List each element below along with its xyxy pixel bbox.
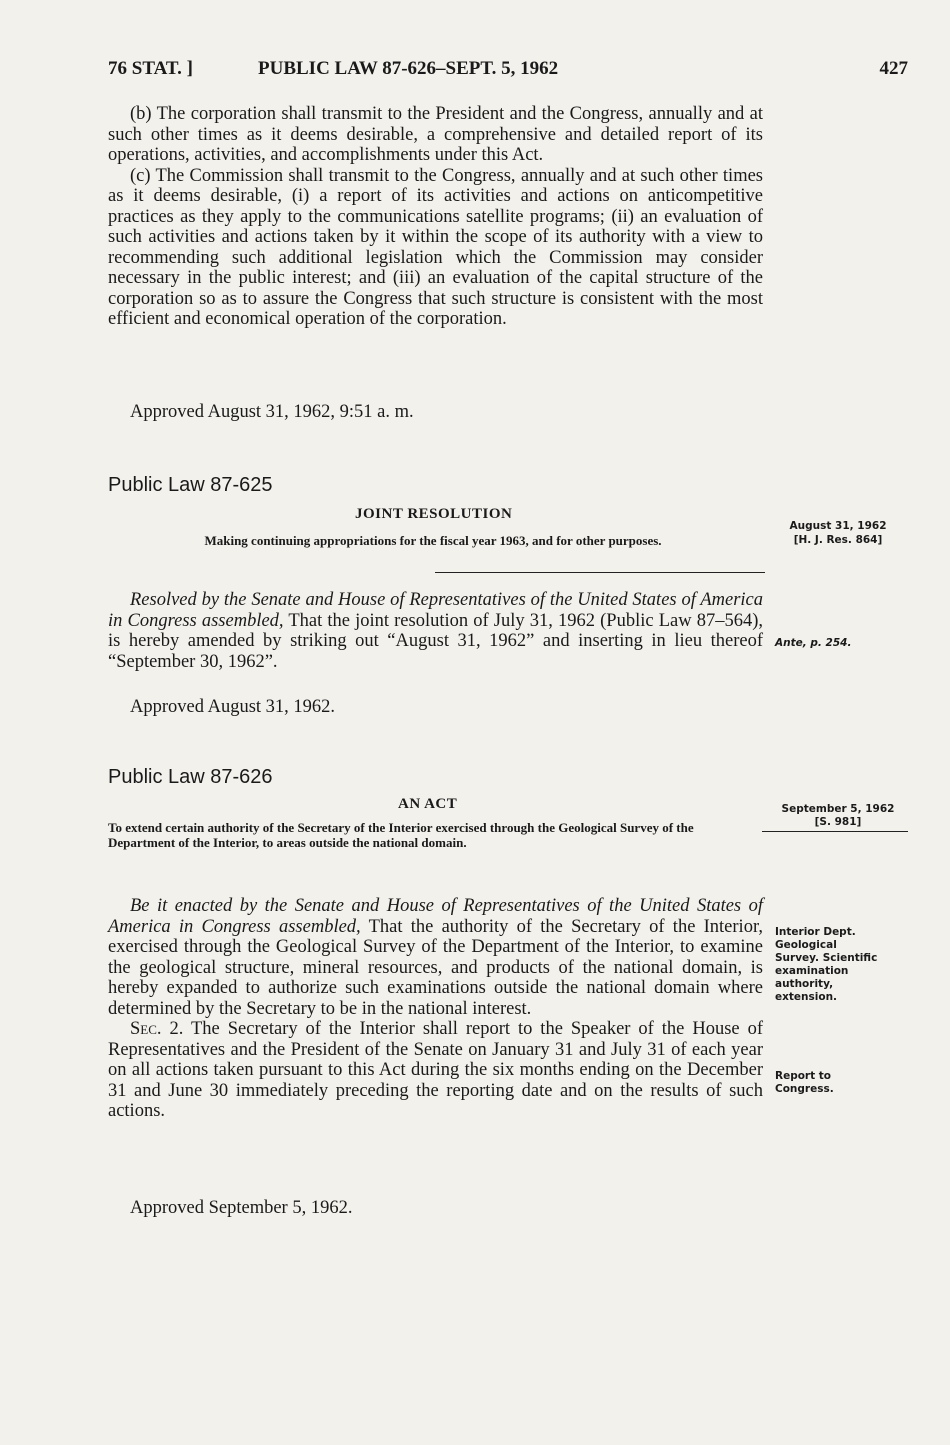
law-626-heading: AN ACT <box>398 796 458 812</box>
page-number: 427 <box>879 58 908 79</box>
approved-line-2: Approved August 31, 1962. <box>130 697 336 717</box>
law-625-enact-text: That the joint resolution of July 31, 1962 (Public Law 87–564), is hereby amended by striking out “August 31, 1962” and inserting in lieu thereof “September 30, 1962”. <box>108 610 763 672</box>
law-625-margin-ante: Ante, p. 254. <box>775 637 852 649</box>
law-626-margin-rule <box>762 831 908 832</box>
law-626-margin-note-2: Report to Congress. <box>775 1070 834 1095</box>
law-626-subtitle: To extend certain authority of the Secretary of the Interior exercised through the Geological Survey of the Department of the Interior, to areas outside the national domain. <box>108 820 694 850</box>
law-625-subtitle: Making continuing appropriations for the fiscal year 1963, and for other purposes. <box>204 533 662 548</box>
law-625-title: Public Law 87-625 <box>108 474 273 496</box>
law-626-enacting-clause: Be it enacted by the Senate and House of Representatives of the United States of America in Congress assembled, <box>108 896 763 937</box>
law-626-section-2 <box>108 1019 763 1122</box>
law-625-margin-ref: [H. J. Res. 864] <box>793 534 883 546</box>
law-625-rule <box>435 572 765 573</box>
section-2-text: The Secretary of the Interior shall report to the Speaker of the House of Representatives and the President of the Senate on January 31 and July 31 of each year on all actions taken pursuant to this Act during the six months ending on the December 31 and June 30 immediately preceding the reporting date and on the results of such actions. <box>108 1019 764 1121</box>
law-626-margin-note-1: Interior Dept. Geological Survey. Scientific examination authority, extension. <box>775 926 878 1003</box>
law-626-margin-ref: [S. 981] <box>814 816 862 828</box>
approved-line-3: Approved September 5, 1962. <box>130 1198 353 1218</box>
page-header <box>108 58 908 88</box>
section-2-label: Sec. 2. <box>130 1019 184 1039</box>
approved-line-1: Approved August 31, 1962, 9:51 a. m. <box>130 402 414 422</box>
law-625-heading: JOINT RESOLUTION <box>355 506 513 522</box>
previous-law-text <box>108 104 763 330</box>
statute-volume: 76 STAT. ] <box>108 58 193 79</box>
paragraph-c: (c) The Commission shall transmit to the Congress, annually and at such other times as it deems desirable, (i) a report of its activities and actions on anticompetitive practices as they apply to the communications satellite programs; (ii) an evaluation of such activities and actions taken by it within the scope of its authority with a view to recommending such additional legislation which the Commission may consider necessary in the public interest; and (iii) an evaluation of the capital structure of the corporation so as to assure the Congress that such structure is consistent with the most efficient and economical operation of the corporation. <box>108 165 763 329</box>
law-626-enact-text: That the authority of the Secretary of the Interior, exercised through the Geological Survey of the Department of the Interior, to examine the geological structure, mineral resources, and products of the national domain, is hereby expanded to authorize such examinations outside the national domain where determined by the Secretary to be in the national interest. <box>108 916 763 1019</box>
law-625-margin-date: August 31, 1962 <box>789 520 887 532</box>
law-625-enactment <box>108 590 763 672</box>
law-626-title: Public Law 87-626 <box>108 766 273 788</box>
law-625-enacting-clause: Resolved by the Senate and House of Representatives of the United States of America in Congress assembled, <box>108 590 763 631</box>
law-626-body <box>108 896 763 1122</box>
law-626-enactment <box>108 896 763 1019</box>
paragraph-b: (b) The corporation shall transmit to the President and the Congress, annually and at such other times as it deems desirable, a comprehensive and detailed report of its operations, activities, and accomplishments under this Act. <box>108 104 763 165</box>
running-title: PUBLIC LAW 87-626–SEPT. 5, 1962 <box>258 58 559 79</box>
law-625-body <box>108 590 763 672</box>
law-626-margin-date: September 5, 1962 <box>781 803 895 815</box>
